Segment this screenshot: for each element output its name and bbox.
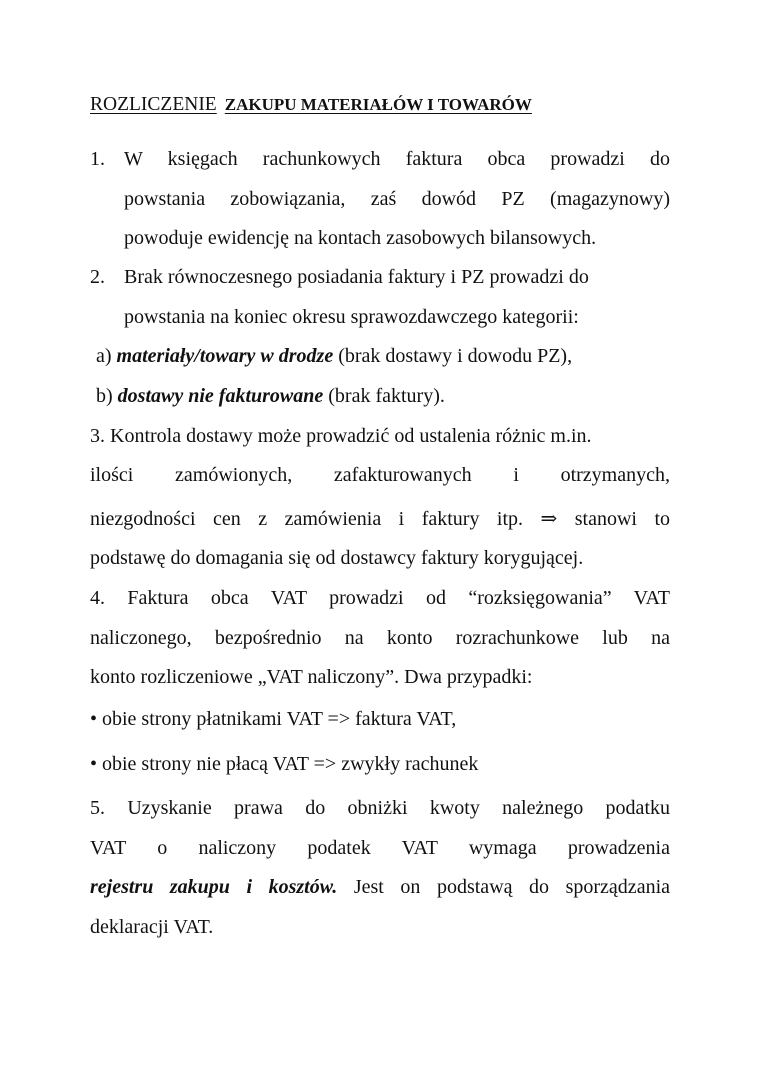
point1-line1 bbox=[90, 146, 670, 172]
point2-sub-a bbox=[96, 343, 670, 369]
point5-line3 bbox=[90, 874, 670, 900]
point1-line3: powoduje ewidencję na kontach zasobowych bilansowych. bbox=[124, 227, 597, 249]
document-page bbox=[90, 0, 670, 1075]
sub-b-rest: (brak faktury). bbox=[328, 385, 445, 407]
point2-number: 2. bbox=[90, 266, 105, 288]
point2-line1 bbox=[90, 264, 670, 290]
point3-line2: ilości zamówionych, zafakturowanych i otrzymanych, bbox=[90, 464, 670, 486]
point4-bullet1: • obie strony płatnikami VAT => faktura VAT, bbox=[90, 708, 457, 730]
point2-sub-b bbox=[96, 383, 670, 409]
point4-line1: 4. Faktura obca VAT prowadzi od “rozksięgowania” VAT bbox=[90, 587, 670, 609]
sub-b-label: b) bbox=[96, 385, 113, 407]
sub-b-term: dostawy nie fakturowane bbox=[117, 385, 324, 407]
point1-number: 1. bbox=[90, 148, 105, 170]
document-title bbox=[90, 93, 532, 117]
title-plain: ROZLICZENIE bbox=[90, 94, 217, 115]
point4-line2: naliczonego, bezpośrednio na konto rozrachunkowe lub na bbox=[90, 627, 670, 649]
sub-a-term: materiały/towary w drodze bbox=[116, 345, 334, 367]
point1-line2: powstania zobowiązania, zaś dowód PZ (magazynowy) bbox=[124, 188, 670, 210]
point3-line1: 3. Kontrola dostawy może prowadzić od ustalenia różnic m.in. bbox=[90, 425, 592, 447]
point5-line3-bold: rejestru zakupu i kosztów. bbox=[90, 876, 338, 898]
sub-a-rest: (brak dostawy i dowodu PZ), bbox=[338, 345, 573, 367]
point5-line2: VAT o naliczony podatek VAT wymaga prowadzenia bbox=[90, 837, 670, 859]
point2-line2: powstania na koniec okresu sprawozdawczego kategorii: bbox=[124, 306, 579, 328]
point4-line3: konto rozliczeniowe „VAT naliczony”. Dwa przypadki: bbox=[90, 666, 533, 688]
point3-line3: niezgodności cen z zamówienia i faktury itp. ⇒ stanowi to bbox=[90, 508, 670, 530]
point5-line3-rest: Jest on podstawą do sporządzania bbox=[337, 876, 670, 898]
point4-bullet2: • obie strony nie płacą VAT => zwykły rachunek bbox=[90, 753, 479, 775]
point3-line4: podstawę do domagania się od dostawcy faktury korygującej. bbox=[90, 547, 584, 569]
point1-line1-text: W księgach rachunkowych faktura obca prowadzi do bbox=[124, 148, 670, 170]
title-bold: ZAKUPU MATERIAŁÓW I TOWARÓW bbox=[224, 95, 532, 114]
point2-line1-text: Brak równoczesnego posiadania faktury i PZ prowadzi do bbox=[124, 266, 589, 288]
sub-a-label: a) bbox=[96, 345, 112, 367]
point5-line4: deklaracji VAT. bbox=[90, 916, 214, 938]
point5-line1: 5. Uzyskanie prawa do obniżki kwoty należnego podatku bbox=[90, 797, 670, 819]
